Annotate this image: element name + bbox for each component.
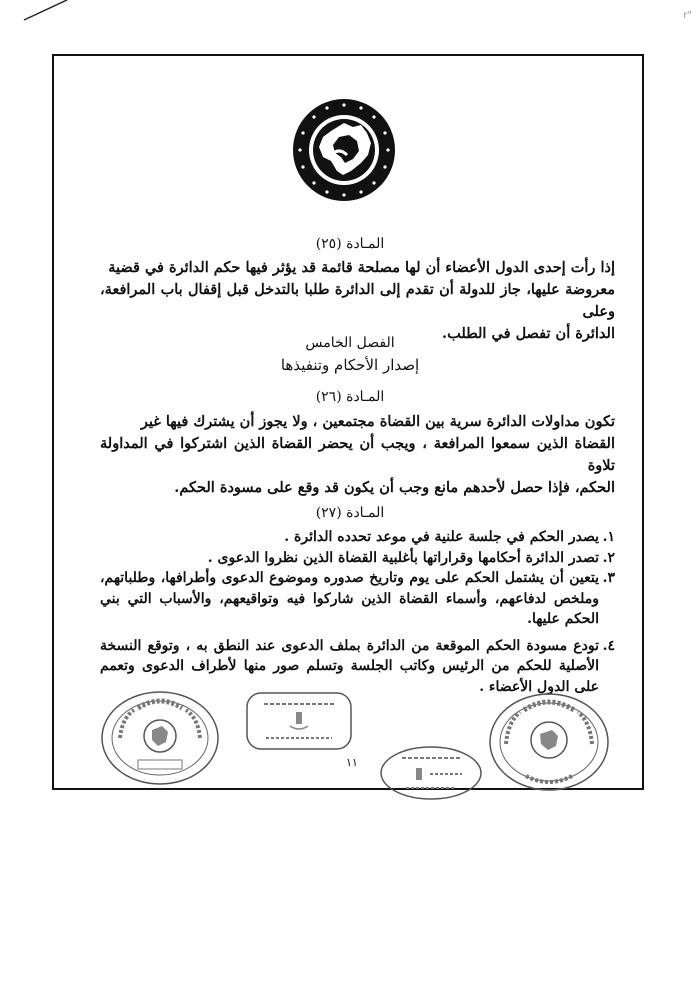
saudi-secretariat-stamp-bottom xyxy=(378,744,484,802)
list-item xyxy=(100,527,615,548)
list-item-number: ٢. xyxy=(602,549,615,566)
article-25-body xyxy=(100,257,615,345)
article-26-heading: المـادة (٢٦) xyxy=(315,389,385,405)
list-item-number: ٤. xyxy=(602,637,615,654)
article-25-line: إذا رأت إحدى الدول الأعضاء أن لها مصلحة قائمة قد يؤثر فيها حكم الدائرة في قضية xyxy=(108,259,615,276)
article-25-heading: المـادة (٢٥) xyxy=(315,236,385,252)
article-25-line: معروضة عليها، جاز للدولة أن تقدم إلى الدائرة طلبا بالتدخل قبل إقفال باب المرافعة، وعلى xyxy=(100,281,615,320)
saudi-secretariat-stamp-top xyxy=(244,690,354,752)
page-mark: r" xyxy=(683,10,692,21)
article-26-line: القضاة الذين سمعوا المرافعة ، ويجب أن يحضر القضاة الذين اشتركوا في المداولة تلاوة xyxy=(100,435,615,474)
gcc-logo-emblem xyxy=(291,97,397,203)
article-25-line: الدائرة أن تفصل في الطلب. xyxy=(442,325,615,342)
list-item-text: تصدر الدائرة أحكامها وقراراتها بأغلبية القضاة الذين نظروا الدعوى . xyxy=(207,549,599,566)
list-item xyxy=(100,568,615,630)
page-number: ١١ xyxy=(346,756,358,769)
article-26-line: الحكم، فإذا حصل لأحدهم مانع وجب أن يكون قد وقع على مسودة الحكم. xyxy=(174,479,615,496)
list-item-text: يتعين أن يشتمل الحكم على يوم وتاريخ صدوره وموضوع الدعوى وأطرافها، وطلباتهم، وملخص لدفاعهم، وأسماء القضاة الذين شاركوا فيه وتواقيعهم، والأسباب التي بني الحكم عليها. xyxy=(100,570,599,627)
chapter-title: الفصل الخامس xyxy=(305,335,395,351)
gcc-certified-copy-seal xyxy=(486,690,612,794)
list-item-number: ١. xyxy=(602,529,615,545)
scan-corner-mark xyxy=(22,0,82,22)
list-item xyxy=(100,548,615,569)
gcc-documents-seal xyxy=(98,688,222,788)
article-27-heading: المـادة (٢٧) xyxy=(315,505,385,521)
list-item-number: ٣. xyxy=(602,570,615,586)
article-26-body xyxy=(100,411,615,499)
article-26-line: تكون مداولات الدائرة سرية بين القضاة مجتمعين ، ولا يجوز أن يشترك فيها غير xyxy=(140,413,615,430)
chapter-subtitle: إصدار الأحكام وتنفيذها xyxy=(280,356,420,374)
article-27-list xyxy=(100,527,615,697)
list-item-text: يصدر الحكم في جلسة علنية في موعد تحدده الدائرة . xyxy=(284,529,599,545)
list-item-text: تودع مسودة الحكم الموقعة من الدائرة بملف الدعوى عند النطق به ، وتوقع النسخة الأصلية للحكم من الرئيس وكاتب الجلسة وتسلم صور منها لأطراف الدعوى وتعمم على الدول الأعضاء . xyxy=(100,637,599,695)
